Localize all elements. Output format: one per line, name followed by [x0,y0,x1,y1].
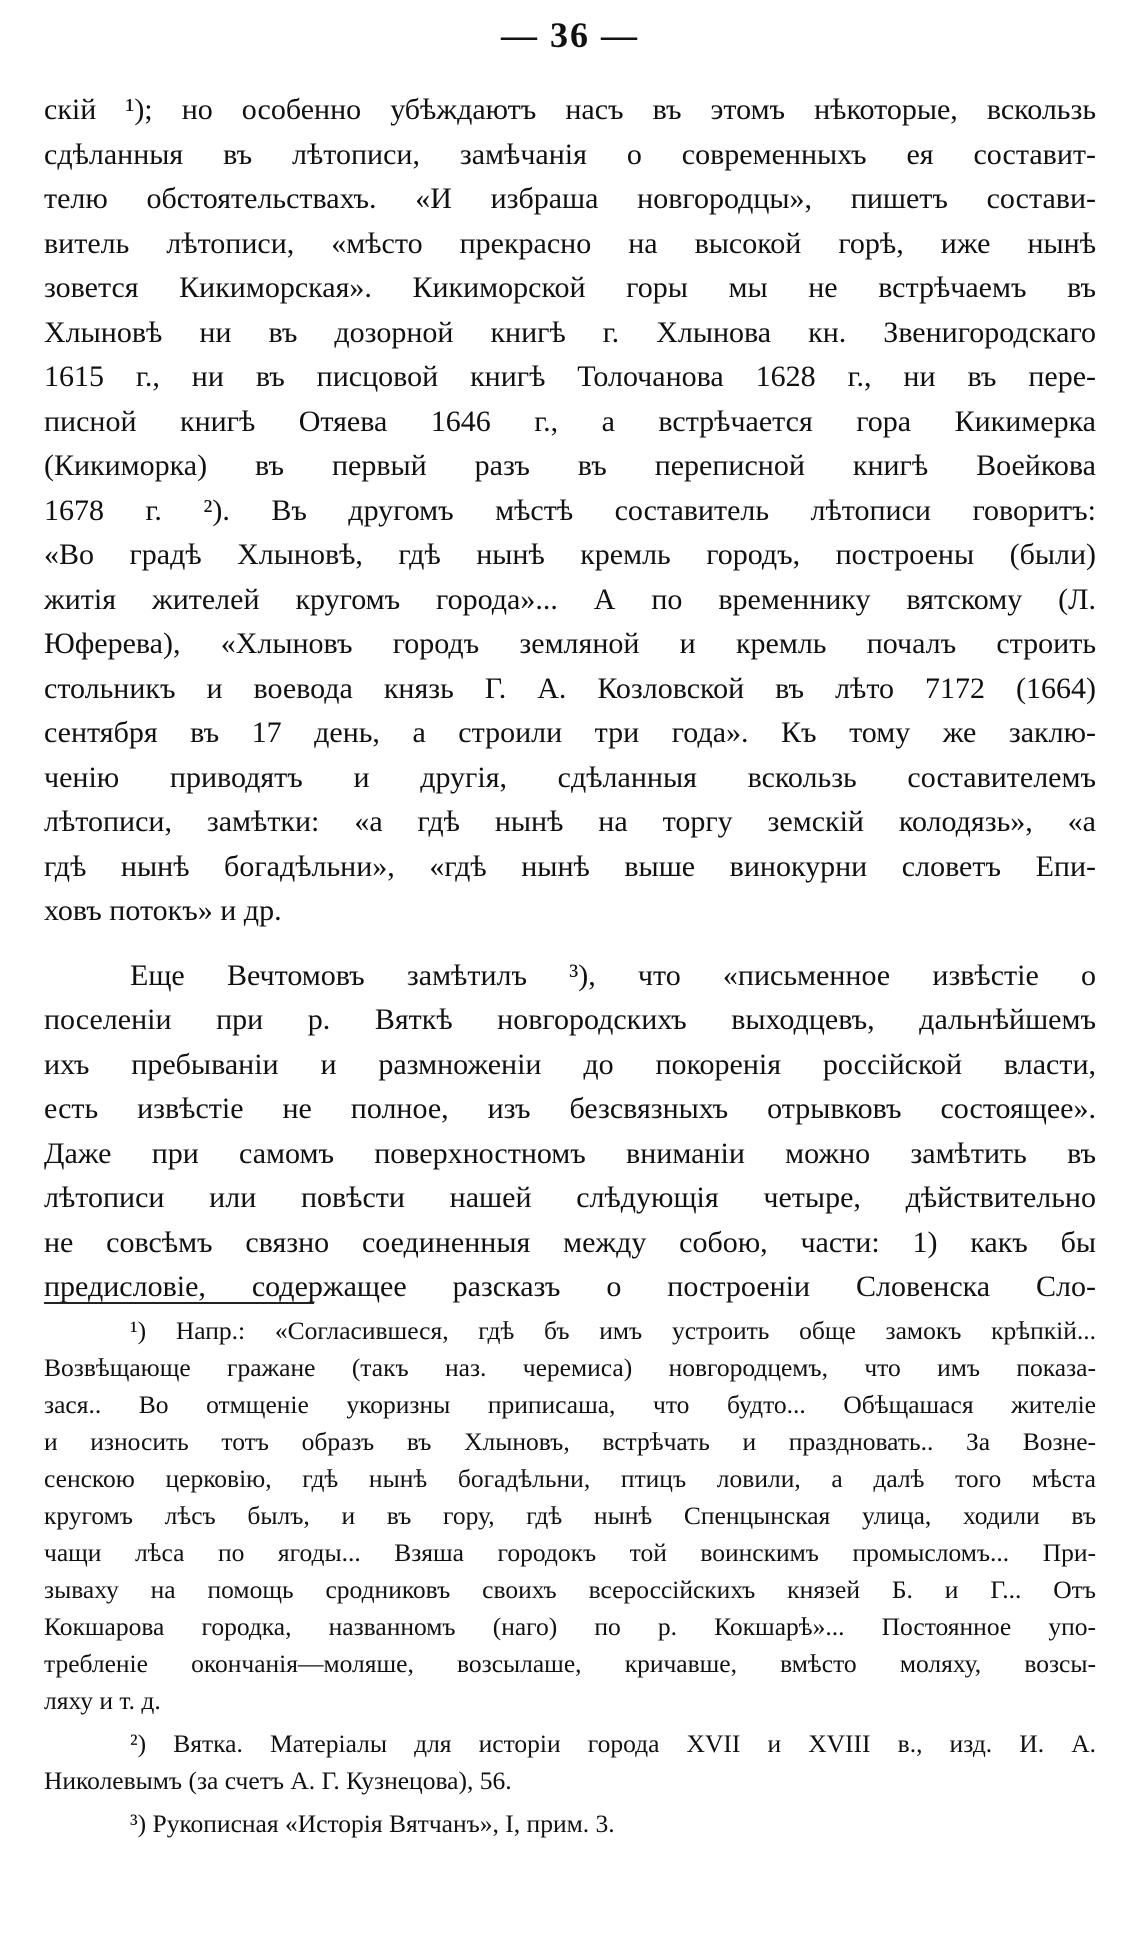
footnote-line: зываху на помощь сродниковъ своихъ всероссійскихъ князей Б. и Г... Отъ [44,1575,1096,1604]
text-line: сдѣланныя въ лѣтописи, замѣчанія о современныхъ ея составит- [44,137,1096,171]
text-line: не совсѣмъ связно соединенныя между собою, части: 1) какъ бы [44,1225,1096,1259]
text-line: ховъ потокъ» и др. [44,894,282,927]
text-line: Еще Вечтомовъ замѣтилъ ³), что «письменное извѣстіе о [130,958,1096,992]
text-line: ихъ пребываніи и размноженіи до покоренія россійской власти, [44,1047,1096,1081]
footnote-3 [44,1805,1096,1842]
footnotes [44,1312,1096,1842]
footnote-line: ²) Вятка. Матеріалы для исторіи города XVII и XVIII в., изд. И. А. [130,1729,1096,1758]
footnote-line: кругомъ лѣсъ былъ, и въ гору, гдѣ нынѣ Спенцынская улица, ходили въ [44,1501,1096,1530]
footnote-2 [44,1725,1096,1799]
footnote-line: ³) Рукописная «Исторія Вятчанъ», I, прим. 3. [130,1809,615,1838]
footnote-line: Кокшарова городка, названномъ (наго) по р. Кокшарѣ»... Постоянное упо- [44,1612,1096,1641]
page-number: — 36 — [501,15,639,55]
text-line: телю обстоятельствахъ. «И избраша новгородцы», пишетъ состави- [44,182,1096,215]
text-line: есть извѣстіе не полное, изъ безсвязныхъ отрывковъ состоящее». [44,1092,1096,1125]
text-line: лѣтописи или повѣсти нашей слѣдующія четыре, дѣйствительно [44,1181,1096,1214]
footnote-line: чащи лѣса по ягоды... Взяша городокъ той воинскимъ промысломъ... При- [44,1538,1096,1567]
text-line: ченію приводятъ и другія, сдѣланныя вскользь составителемъ [44,760,1096,794]
text-line: зовется Кикиморская». Кикиморской горы мы не встрѣчаемъ въ [44,271,1096,304]
paragraph-gap [44,934,1096,954]
footnote-line: Николевымъ (за счетъ А. Г. Кузнецова), 56. [44,1766,512,1795]
text-line: предисловіе, содержащее разсказъ о построеніи Словенска Сло- [44,1270,1096,1303]
text-line: (Кикиморка) въ первый разъ въ переписной книгѣ Воейкова [44,449,1096,482]
text-line: 1615 г., ни въ писцовой книгѣ Толочанова 1628 г., ни въ пере- [44,360,1096,393]
footnote-divider [44,1302,314,1304]
footnote-1 [44,1312,1096,1719]
paragraph [44,88,1096,934]
document-page [44,0,1096,1948]
text-line: Юферева), «Хлыновъ городъ земляной и кремль почалъ строить [44,627,1096,660]
footnote-line: требленіе окончанія—моляше, возсылаше, кричавше, вмѣсто моляху, возсы- [44,1649,1096,1678]
body-text [44,88,1096,1310]
text-line: сентября въ 17 день, а строили три года». Къ тому же заклю- [44,716,1096,749]
text-line: Хлыновѣ ни въ дозорной книгѣ г. Хлынова кн. Звенигородскаго [44,315,1096,349]
text-line: Даже при самомъ поверхностномъ вниманіи можно замѣтить въ [44,1136,1096,1170]
text-line: житія жителей кругомъ города»... А по временнику вятскому (Л. [44,582,1096,616]
footnote-line: зася.. Во отмщеніе укоризны приписаша, что будто... Обѣщашася жителіе [44,1390,1096,1419]
text-line: писной книгѣ Отяева 1646 г., а встрѣчается гора Кикимерка [44,404,1096,438]
text-line: скій ¹); но особенно убѣждаютъ насъ въ этомъ нѣкоторые, вскользь [44,93,1096,126]
footnote-line: ляху и т. д. [44,1686,161,1715]
paragraph [44,954,1096,1310]
footnote-line: сенскою церковію, гдѣ нынѣ богадѣльни, птицъ ловили, а далѣ того мѣста [44,1464,1096,1493]
footnote-line: Возвѣщающе гражане (такъ наз. черемиса) новгородцемъ, что имъ показа- [44,1353,1096,1382]
text-line: гдѣ нынѣ богадѣльни», «гдѣ нынѣ выше винокурни словетъ Епи- [44,849,1096,883]
text-line: 1678 г. ²). Въ другомъ мѣстѣ составитель лѣтописи говоритъ: [44,493,1096,527]
footnote-line: ¹) Напр.: «Согласившеся, гдѣ бъ имъ устроить обще замокъ крѣпкій... [130,1316,1096,1345]
text-line: «Во градѣ Хлыновѣ, гдѣ нынѣ кремль городъ, построены (были) [44,538,1096,571]
footnote-line: и износить тотъ образъ въ Хлыновъ, встрѣчать и праздновать.. За Возне- [44,1427,1096,1456]
text-line: лѣтописи, замѣтки: «а гдѣ нынѣ на торгу земскій колодязь», «а [44,805,1096,838]
text-line: поселеніи при р. Вяткѣ новгородскихъ выходцевъ, дальнѣйшемъ [44,1003,1096,1036]
text-line: стольникъ и воевода князь Г. А. Козловской въ лѣто 7172 (1664) [44,671,1096,705]
text-line: витель лѣтописи, «мѣсто прекрасно на высокой горѣ, иже нынѣ [44,226,1096,260]
